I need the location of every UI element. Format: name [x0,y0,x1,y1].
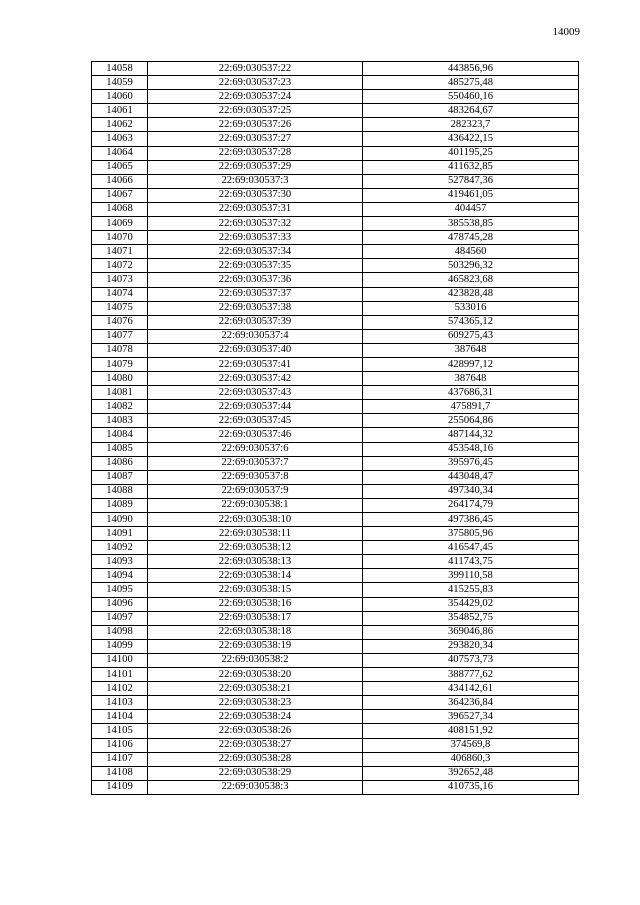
row-number-cell: 14109 [92,780,148,794]
cadastral-value-cell: 484560 [363,245,579,259]
cadastral-value-cell: 396527,34 [363,710,579,724]
cadastral-value-cell: 385538,85 [363,217,579,231]
row-number-cell: 14085 [92,442,148,456]
table-row [92,780,579,794]
row-number-cell: 14088 [92,484,148,498]
row-number-cell: 14097 [92,611,148,625]
row-number-cell: 14099 [92,639,148,653]
row-number-cell: 14087 [92,470,148,484]
cadastral-number-cell: 22:69:030537:25 [148,104,363,118]
cadastral-number-cell: 22:69:030537:28 [148,146,363,160]
cadastral-number-cell: 22:69:030537:37 [148,287,363,301]
row-number-cell: 14084 [92,428,148,442]
row-number-cell: 14061 [92,104,148,118]
row-number-cell: 14063 [92,132,148,146]
row-number-cell: 14089 [92,498,148,512]
cadastral-value-cell: 395976,45 [363,456,579,470]
table-row [92,160,579,174]
cadastral-number-cell: 22:69:030537:34 [148,245,363,259]
cadastral-value-cell: 443856,96 [363,62,579,76]
table-row [92,668,579,682]
row-number-cell: 14095 [92,583,148,597]
table-row [92,118,579,132]
cadastral-value-cell: 550460,16 [363,90,579,104]
cadastral-value-cell: 399110,58 [363,569,579,583]
table-row [92,146,579,160]
table-row [92,541,579,555]
cadastral-value-cell: 364236,84 [363,696,579,710]
cadastral-number-cell: 22:69:030537:24 [148,90,363,104]
cadastral-value-cell: 436422,15 [363,132,579,146]
row-number-cell: 14093 [92,555,148,569]
cadastral-number-cell: 22:69:030538:19 [148,639,363,653]
cadastral-number-cell: 22:69:030538:16 [148,597,363,611]
cadastral-value-cell: 387648 [363,343,579,357]
row-number-cell: 14090 [92,513,148,527]
row-number-cell: 14073 [92,273,148,287]
table-row [92,62,579,76]
cadastral-value-cell: 392652,48 [363,766,579,780]
table-row [92,653,579,667]
table-row [92,414,579,428]
cadastral-number-cell: 22:69:030537:40 [148,343,363,357]
table-row [92,301,579,315]
table-row [92,132,579,146]
cadastral-number-cell: 22:69:030537:26 [148,118,363,132]
cadastral-number-cell: 22:69:030538:1 [148,498,363,512]
cadastral-number-cell: 22:69:030538:14 [148,569,363,583]
cadastral-number-cell: 22:69:030537:35 [148,259,363,273]
row-number-cell: 14077 [92,329,148,343]
cadastral-number-cell: 22:69:030537:23 [148,76,363,90]
cadastral-value-cell: 443048,47 [363,470,579,484]
row-number-cell: 14080 [92,372,148,386]
cadastral-value-cell: 293820,34 [363,639,579,653]
table-row [92,766,579,780]
row-number-cell: 14102 [92,682,148,696]
table-row [92,287,579,301]
cadastral-number-cell: 22:69:030538:15 [148,583,363,597]
cadastral-value-cell: 423828,48 [363,287,579,301]
table-row [92,174,579,188]
cadastral-value-cell: 264174,79 [363,498,579,512]
table-row [92,625,579,639]
table-row [92,372,579,386]
table-row [92,738,579,752]
row-number-cell: 14096 [92,597,148,611]
cadastral-number-cell: 22:69:030538:20 [148,668,363,682]
row-number-cell: 14106 [92,738,148,752]
cadastral-number-cell: 22:69:030537:3 [148,174,363,188]
row-number-cell: 14059 [92,76,148,90]
cadastral-number-cell: 22:69:030537:41 [148,357,363,371]
row-number-cell: 14064 [92,146,148,160]
cadastral-number-cell: 22:69:030537:6 [148,442,363,456]
row-number-cell: 14066 [92,174,148,188]
cadastral-number-cell: 22:69:030537:27 [148,132,363,146]
cadastral-value-cell: 574365,12 [363,315,579,329]
cadastral-value-cell: 453548,16 [363,442,579,456]
table-row [92,442,579,456]
cadastral-value-cell: 406860,3 [363,752,579,766]
cadastral-number-cell: 22:69:030538:17 [148,611,363,625]
cadastral-value-cell: 354429,02 [363,597,579,611]
table-row [92,76,579,90]
cadastral-number-cell: 22:69:030538:3 [148,780,363,794]
table-row [92,498,579,512]
row-number-cell: 14082 [92,400,148,414]
table-row [92,484,579,498]
table-row [92,724,579,738]
row-number-cell: 14094 [92,569,148,583]
row-number-cell: 14083 [92,414,148,428]
cadastral-value-cell: 282323,7 [363,118,579,132]
cadastral-value-cell: 503296,32 [363,259,579,273]
table-body [92,62,579,795]
cadastral-value-cell: 497386,45 [363,513,579,527]
cadastral-number-cell: 22:69:030537:43 [148,386,363,400]
cadastral-value-cell: 369046,86 [363,625,579,639]
row-number-cell: 14060 [92,90,148,104]
row-number-cell: 14062 [92,118,148,132]
cadastral-number-cell: 22:69:030537:9 [148,484,363,498]
cadastral-value-cell: 388777,62 [363,668,579,682]
table-row [92,90,579,104]
cadastral-value-cell: 475891,7 [363,400,579,414]
table-row [92,104,579,118]
cadastral-value-cell: 465823,68 [363,273,579,287]
cadastral-value-cell: 483264,67 [363,104,579,118]
cadastral-value-cell: 609275,43 [363,329,579,343]
table-row [92,315,579,329]
cadastral-number-cell: 22:69:030538:11 [148,527,363,541]
cadastral-number-cell: 22:69:030537:42 [148,372,363,386]
row-number-cell: 14072 [92,259,148,273]
cadastral-number-cell: 22:69:030538:27 [148,738,363,752]
cadastral-value-cell: 487144,32 [363,428,579,442]
cadastral-number-cell: 22:69:030537:31 [148,202,363,216]
table-row [92,400,579,414]
cadastral-value-cell: 411632,85 [363,160,579,174]
cadastral-number-cell: 22:69:030537:33 [148,231,363,245]
row-number-cell: 14076 [92,315,148,329]
row-number-cell: 14068 [92,202,148,216]
cadastral-number-cell: 22:69:030537:36 [148,273,363,287]
cadastral-value-cell: 419461,05 [363,188,579,202]
cadastral-number-cell: 22:69:030537:45 [148,414,363,428]
cadastral-value-table [91,61,579,795]
cadastral-value-cell: 415255,83 [363,583,579,597]
table-row [92,273,579,287]
cadastral-number-cell: 22:69:030538:12 [148,541,363,555]
cadastral-value-cell: 416547,45 [363,541,579,555]
row-number-cell: 14079 [92,357,148,371]
cadastral-number-cell: 22:69:030537:30 [148,188,363,202]
cadastral-number-cell: 22:69:030537:22 [148,62,363,76]
cadastral-number-cell: 22:69:030537:38 [148,301,363,315]
cadastral-value-cell: 387648 [363,372,579,386]
table-row [92,231,579,245]
cadastral-value-cell: 374569,8 [363,738,579,752]
cadastral-value-cell: 437686,31 [363,386,579,400]
cadastral-number-cell: 22:69:030537:4 [148,329,363,343]
cadastral-value-cell: 485275,48 [363,76,579,90]
cadastral-number-cell: 22:69:030537:44 [148,400,363,414]
cadastral-value-cell: 408151,92 [363,724,579,738]
cadastral-number-cell: 22:69:030537:7 [148,456,363,470]
row-number-cell: 14092 [92,541,148,555]
table-row [92,259,579,273]
row-number-cell: 14058 [92,62,148,76]
table-row [92,639,579,653]
page-number: 14009 [552,26,580,38]
row-number-cell: 14086 [92,456,148,470]
row-number-cell: 14069 [92,217,148,231]
row-number-cell: 14078 [92,343,148,357]
row-number-cell: 14067 [92,188,148,202]
cadastral-number-cell: 22:69:030537:29 [148,160,363,174]
cadastral-number-cell: 22:69:030538:26 [148,724,363,738]
row-number-cell: 14081 [92,386,148,400]
cadastral-number-cell: 22:69:030538:23 [148,696,363,710]
row-number-cell: 14075 [92,301,148,315]
cadastral-value-cell: 434142,61 [363,682,579,696]
row-number-cell: 14101 [92,668,148,682]
table-row [92,682,579,696]
cadastral-value-cell: 527847,36 [363,174,579,188]
table-row [92,597,579,611]
table-row [92,569,579,583]
row-number-cell: 14105 [92,724,148,738]
cadastral-number-cell: 22:69:030538:13 [148,555,363,569]
table-row [92,470,579,484]
cadastral-number-cell: 22:69:030538:10 [148,513,363,527]
cadastral-value-cell: 375805,96 [363,527,579,541]
table-row [92,428,579,442]
table-row [92,752,579,766]
cadastral-number-cell: 22:69:030537:46 [148,428,363,442]
table-row [92,527,579,541]
cadastral-number-cell: 22:69:030538:18 [148,625,363,639]
cadastral-number-cell: 22:69:030538:21 [148,682,363,696]
row-number-cell: 14074 [92,287,148,301]
table-row [92,456,579,470]
table-row [92,245,579,259]
table-row [92,343,579,357]
cadastral-value-cell: 410735,16 [363,780,579,794]
table-row [92,217,579,231]
cadastral-number-cell: 22:69:030538:24 [148,710,363,724]
cadastral-value-cell: 255064,86 [363,414,579,428]
table-row [92,583,579,597]
row-number-cell: 14065 [92,160,148,174]
cadastral-value-cell: 401195,25 [363,146,579,160]
row-number-cell: 14098 [92,625,148,639]
row-number-cell: 14070 [92,231,148,245]
table-row [92,188,579,202]
cadastral-value-cell: 354852,75 [363,611,579,625]
cadastral-number-cell: 22:69:030537:8 [148,470,363,484]
cadastral-value-cell: 497340,34 [363,484,579,498]
cadastral-number-cell: 22:69:030538:28 [148,752,363,766]
cadastral-value-cell: 411743,75 [363,555,579,569]
row-number-cell: 14107 [92,752,148,766]
cadastral-value-cell: 407573,73 [363,653,579,667]
cadastral-value-cell: 533016 [363,301,579,315]
cadastral-value-cell: 478745,28 [363,231,579,245]
table-row [92,386,579,400]
cadastral-number-cell: 22:69:030538:29 [148,766,363,780]
table-row [92,696,579,710]
row-number-cell: 14103 [92,696,148,710]
row-number-cell: 14108 [92,766,148,780]
cadastral-number-cell: 22:69:030538:2 [148,653,363,667]
row-number-cell: 14100 [92,653,148,667]
table-row [92,513,579,527]
table-row [92,357,579,371]
table-row [92,329,579,343]
cadastral-number-cell: 22:69:030537:32 [148,217,363,231]
table-row [92,555,579,569]
cadastral-number-cell: 22:69:030537:39 [148,315,363,329]
cadastral-value-cell: 404457 [363,202,579,216]
row-number-cell: 14071 [92,245,148,259]
table-row [92,202,579,216]
table-row [92,710,579,724]
table-row [92,611,579,625]
row-number-cell: 14104 [92,710,148,724]
row-number-cell: 14091 [92,527,148,541]
cadastral-value-cell: 428997,12 [363,357,579,371]
